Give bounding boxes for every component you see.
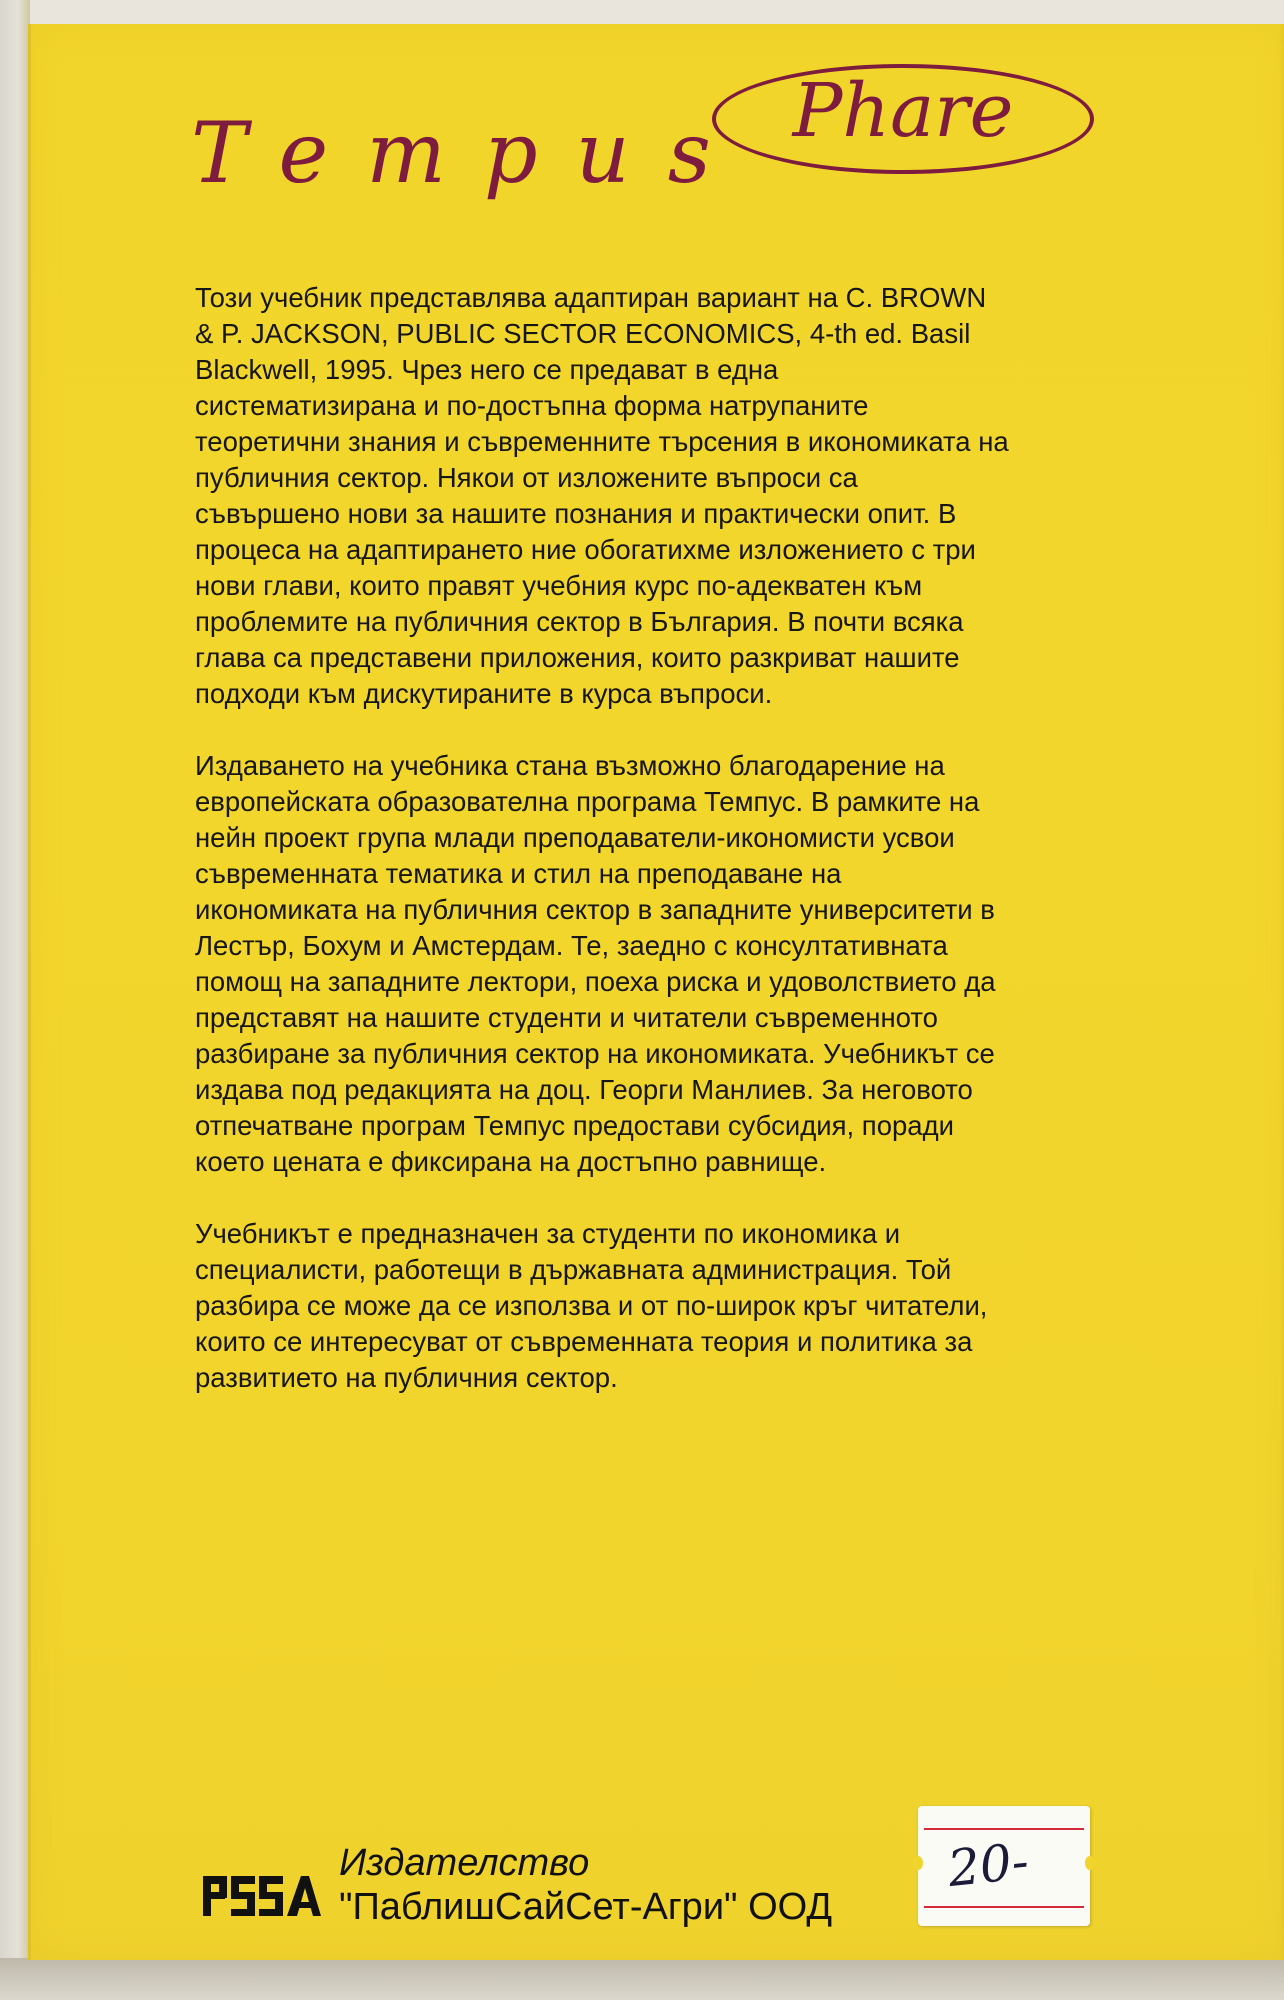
sticker-top-line [924, 1828, 1084, 1830]
phare-logo-text: Phare [792, 68, 1014, 154]
description-text [195, 280, 1125, 1432]
paragraph-1: Този учебник представлява адаптиран вариант на C. BROWN & P. JACKSON, PUBLIC SECTOR ECONOMICS, 4-th ed. Basil Blackwell, 1995. Чрез него се предават в една систематизирана и по-достъпна форма натрупаните теоретични знания и съвременните търсения в икономиката на публичния сектор. Някои от изложените въпроси са съвършено нови за нашите познания и практически опит. В процеса на адаптирането ние обогатихме изложението с три нови глави, които правят учебния курс по-адекватен към проблемите на публичния сектор в България. В почти всяка глава са представени приложения, които разкриват нашите подходи към дискутираните в курса въпроси. [195, 282, 1009, 709]
paragraph-2: Издаването на учебника стана възможно благодарение на европейската образователна програма Темпус. В рамките на нейн проект група млади преподаватели-икономисти усвои съвременната тематика и стил на преподаване на икономиката на публичния сектор в западните университети в Лестър, Бохум и Амстердам. Те, заедно с консултативната помощ на западните лектори, поеха риска и удоволствието да представят на нашите студенти и читатели съвременното разбиране за публичния сектор на икономиката. Учебникът се издава под редакцията на доц. Георги Манлиев. За неговото отпечатване програм Темпус предостави субсидия, поради което цената е фиксирана на достъпно равнище. [195, 750, 996, 1177]
pssa-logo-icon [203, 1872, 321, 1920]
tempus-logo-text: Tempus [191, 104, 749, 202]
publisher-label: Издателство [339, 1842, 590, 1884]
price-sticker [918, 1806, 1090, 1926]
background-bottom [0, 1958, 1284, 2000]
sticker-notch-left [913, 1856, 923, 1870]
publisher-block [203, 1842, 963, 1932]
sticker-notch-right [1085, 1856, 1095, 1870]
cover-edge-shadow [1279, 24, 1284, 1960]
book-back-cover [28, 24, 1284, 1960]
publisher-name: "ПаблишСайСет-Агри" ООД [339, 1886, 833, 1928]
sticker-bottom-line [924, 1906, 1084, 1908]
paragraph-3: Учебникът е предназначен за студенти по икономика и специалисти, работещи в държавната администрация. Той разбира се може да се използва и от по-широк кръг читатели, които се интересуват от съвременната теория и политика за развитието на публичния сектор. [195, 1218, 988, 1393]
background-left [0, 0, 30, 2000]
price-handwritten: 20- [945, 1831, 1032, 1899]
